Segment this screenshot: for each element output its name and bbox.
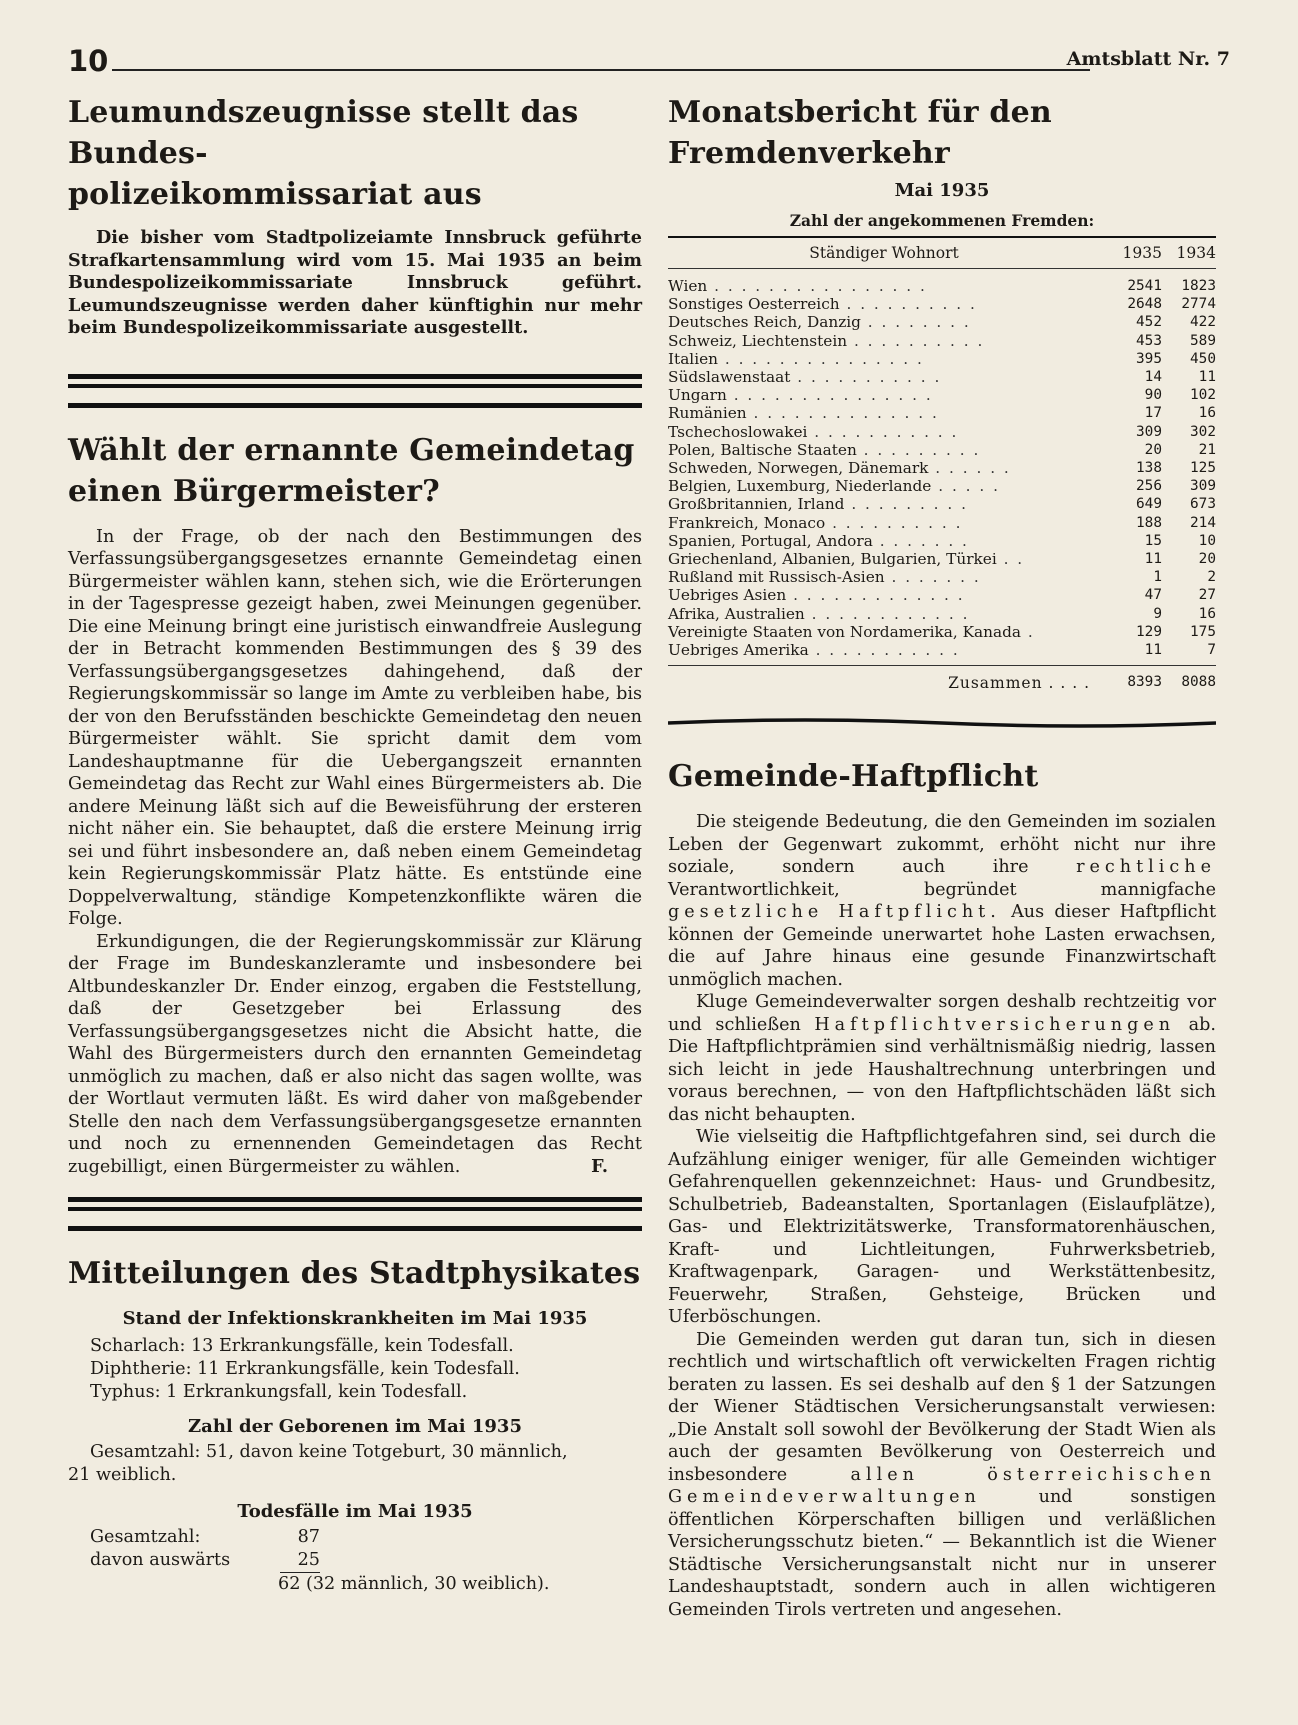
table-row: [668, 586, 1216, 604]
origin-cell: [668, 404, 1100, 422]
leader-dots: . . . . . . . . . . .: [807, 422, 959, 441]
origin-name: Wien: [668, 277, 708, 295]
value-1935: 47: [1144, 587, 1162, 604]
article-lede: Die bisher vom Stadtpolizeiamte Innsbruck geführte Strafkartensammlung wird vom 15. Mai 1935 an beim Bundespolizeikommissariate Innsbruck geführt. Leumundszeugnisse werden daher künftighin nur mehr beim Bundespolizeikommissariate ausgestellt.: [68, 227, 642, 338]
table-row: [668, 550, 1216, 568]
origin-cell: [668, 295, 1100, 313]
leader-dots: . . . . . . . . .: [844, 495, 968, 514]
value-1935: 2541: [1127, 278, 1162, 294]
section-divider: [68, 374, 642, 408]
text-run: und sonstigen öffentlichen Körperschaften billigen und verläßlichen Versicherungsschutz bieten.“ — Bekanntlich ist die Wiener Städtische Versicherungsanstalt nicht nur in unserer Landeshauptstadt, sondern auch in allen wichtigeren Gemeinden Tirols vertreten und angesehen.: [668, 1487, 1217, 1620]
table-row: [668, 495, 1216, 513]
origin-name: Italien: [668, 349, 718, 368]
value-1934: 20: [1198, 551, 1216, 568]
table-row: [668, 295, 1216, 313]
origin-name: Schweiz, Liechtenstein: [668, 331, 848, 350]
section-divider: [68, 1197, 642, 1231]
leader-dots: . . . . . . . . . .: [847, 331, 985, 350]
col-header-origin: Ständiger Wohnort: [809, 244, 959, 262]
origin-name: Ungarn: [668, 386, 727, 405]
subheading: Stand der Infektionskrankheiten im Mai 1935: [122, 1308, 588, 1329]
total-value: 8088: [1181, 674, 1216, 691]
header-rule: [112, 69, 1090, 71]
text-run: Aus dieser Haftpflicht können der Gemeinde unerwartet hohe Lasten erwachsen, die auf Jahre hinaus eine gesunde Finanzwirtschaft unmöglich machen.: [668, 902, 1217, 990]
leader-dots: . . . . . . . . . . .: [790, 368, 942, 387]
value-1935: 452: [1136, 314, 1162, 331]
table-row: [668, 350, 1216, 368]
deaths-sum: 62 (32 männlich, 30 weiblich).: [278, 1574, 550, 1594]
origin-name: Sonstiges Oesterreich: [668, 295, 840, 314]
value-1934: 2774: [1181, 296, 1216, 313]
subheading: Zahl der Geborenen im Mai 1935: [188, 1416, 522, 1437]
origin-cell: [668, 423, 1100, 441]
title-line: einen Bürgermeister?: [68, 473, 440, 509]
value-1935: 14: [1144, 369, 1162, 386]
table-row: [668, 532, 1216, 550]
value-1935: 9: [1153, 605, 1162, 622]
table-row: [668, 623, 1216, 641]
table-row: [668, 313, 1216, 331]
leader-dots: . . . . . . . . . . . .: [804, 604, 970, 623]
origin-name: Frankreich, Monaco: [668, 513, 826, 532]
article-fremdenverkehr: [668, 92, 1216, 692]
article-title: [68, 92, 642, 215]
page-header: [68, 40, 1230, 80]
origin-name: Belgien, Luxemburg, Niederlande: [668, 477, 932, 496]
value-1935: 129: [1136, 623, 1162, 640]
value-1934: 450: [1190, 350, 1216, 367]
value-1935: 649: [1136, 496, 1162, 513]
value-1935: 256: [1136, 478, 1162, 495]
leader-dots: . . . . . . . . . . . . . . .: [718, 349, 924, 368]
right-column: [668, 92, 1216, 1621]
article-title: [68, 430, 642, 512]
value-1934: 309: [1190, 478, 1216, 495]
wave-divider: [668, 716, 1216, 730]
table-row: [668, 477, 1216, 495]
origin-name: Rußland mit Russisch-Asien: [668, 568, 885, 587]
title-line: Wählt der ernannte Gemeindetag: [68, 432, 635, 468]
deaths-label: davon auswärts: [90, 1550, 231, 1570]
deaths-table: [68, 1526, 642, 1596]
origin-cell: [668, 313, 1100, 331]
table-row: [668, 459, 1216, 477]
origin-name: Vereinigte Staaten von Nordamerika, Kanada: [668, 622, 1022, 641]
leader-dots: . . . . . . . . . .: [839, 295, 977, 314]
origin-cell: [668, 459, 1100, 477]
origin-cell: [668, 550, 1100, 568]
journal-name: Amtsblatt Nr. 7: [1066, 48, 1230, 70]
leader-dots: . . . . . . . . . . . . . .: [746, 404, 939, 423]
value-1934: 11: [1198, 369, 1216, 386]
origin-cell: [668, 586, 1100, 604]
value-1935: 395: [1136, 350, 1162, 367]
value-1934: 21: [1198, 441, 1216, 458]
value-1935: 2648: [1127, 296, 1162, 313]
origin-cell: [668, 441, 1100, 459]
origin-name: Tschechoslowakei: [668, 422, 808, 441]
origin-name: Deutsches Reich, Danzig: [668, 313, 861, 332]
paragraph: [668, 991, 1216, 1126]
leader-dots: . . . . . . . . . . . . .: [786, 586, 965, 605]
article-buergermeister: [68, 430, 642, 1178]
leader-dots: . . . . . . .: [884, 568, 981, 587]
paragraph: In der Frage, ob der nach den Bestimmungen des Verfassungsübergangsgesetzes ernannte Gemeindetag einen Bürgermeister wählen kann, stehen sich, wie die Erörterungen in der Tagespresse gezeigt haben, zwei Meinungen gegenüber. Die eine Meinung bringt eine juristisch einwandfreie Auslegung der in Betracht kommenden Bestimmungen des § 39 des Verfassungsübergangsgesetzes dahingehend, daß der Regierungskommissär so lange im Amte zu verbleiben habe, bis der von den Berufsständen beschickte Gemeindetag den neuen Bürgermeister wählt. Sie spricht damit dem vom Landeshauptmanne für die Uebergangszeit ernannten Gemeindetag das Recht zur Wahl eines Bürgermeisters ab. Die andere Meinung läßt sich auf die Beweisführung der ersteren nicht näher ein. Sie behauptet, daß die erstere Meinung irrig sei und führt insbesondere an, daß neben einem Gemeindetag kein Regierungskommissär Platz hätte. Es entstünde eine Doppelverwaltung, ständige Kompetenzkonflikte wären die Folge.: [68, 526, 642, 929]
value-1934: 1823: [1181, 278, 1216, 294]
origin-cell: [668, 568, 1100, 586]
total-label: Zusammen . . . .: [948, 674, 1090, 693]
text-emphasis: gesetzliche Haftpflicht.: [668, 902, 1001, 923]
table-row: [668, 277, 1216, 295]
origin-name: Südslawenstaat: [668, 368, 791, 387]
deaths-row: [68, 1549, 642, 1573]
value-1934: 589: [1190, 332, 1216, 349]
table-row: [668, 386, 1216, 404]
table-rule: [668, 268, 1216, 269]
col-header-year: 1935: [1122, 244, 1162, 262]
leader-dots: . . . . . . . . . . . . . . . .: [707, 277, 927, 295]
value-1935: 1: [1153, 569, 1162, 586]
text-emphasis: rechtliche: [1076, 857, 1217, 878]
page-number: 10: [68, 44, 109, 78]
origin-name: Rumänien: [668, 404, 747, 423]
table-total-row: [668, 666, 1216, 692]
article-title: Monatsbericht für den Fremdenverkehr: [668, 95, 1052, 171]
origin-cell: [668, 332, 1100, 350]
origin-cell: [668, 623, 1100, 641]
article-title: Gemeinde-Haftpflicht: [668, 759, 1039, 795]
origin-name: Uebriges Asien: [668, 586, 787, 605]
leader-dots: . . . . . . . . . . . . . . .: [726, 386, 933, 405]
births-line: 21 weiblich.: [68, 1465, 177, 1485]
table-header: [668, 238, 1216, 268]
value-1935: 188: [1136, 514, 1162, 531]
col-header-year: 1934: [1176, 244, 1216, 262]
deaths-label: Gesamtzahl:: [90, 1527, 201, 1547]
value-1934: 673: [1190, 496, 1216, 513]
author-signature: F.: [591, 1156, 608, 1177]
paragraph: Erkundigungen, die der Regierungskommissär zur Klärung der Frage im Bundeskanzleramte und insbesondere bei Altbundeskanzler Dr. Ender einzog, ergaben die Feststellung, daß der Gesetzgeber bei Erlassung des Verfassungsübergangsgesetzes nicht die Absicht hatte, die Wahl des Bürgermeisters durch den ernannten Gemeindetag unmöglich zu machen, daß er also nicht das sagen wollte, was der Wortlaut vermuten läßt. Es wird daher von maßgebender Stelle den nach dem Verfassungsübergangsgesetze ernannten und noch zu ernennenden Gemeindetagen das Recht zugebilligt, einen Bürgermeister zu wählen.: [68, 931, 642, 1177]
table-row: [668, 404, 1216, 422]
text-run: Die Gemeinden werden gut daran tun, sich in diesen rechtlich und wirtschaftlich oft verwickelten Fragen richtig beraten zu lassen. Es sei deshalb auf den § 1 der Satzungen der Wiener Städtischen Versicherungsanstalt verwiesen: „Die Anstalt soll sowohl der Bevölkerung der Stadt Wien als auch der gesamten Bevölkerung von Oesterreich und insbesondere: [668, 1329, 1216, 1485]
value-1935: 15: [1144, 532, 1162, 549]
origin-name: Griechenland, Albanien, Bulgarien, Türkei: [668, 550, 997, 569]
value-1934: 7: [1207, 642, 1216, 659]
origin-name: Spanien, Portugal, Andora: [668, 531, 873, 550]
paragraph: [668, 811, 1216, 991]
origin-cell: [668, 532, 1100, 550]
origin-name: Afrika, Australien: [668, 604, 805, 623]
paragraph: [668, 1329, 1216, 1622]
origin-cell: [668, 641, 1100, 659]
title-line: polizeikommissariat aus: [68, 177, 482, 212]
deaths-value: 25: [280, 1549, 320, 1573]
origin-name: Polen, Baltische Staaten: [668, 440, 857, 459]
leader-dots: . .: [996, 550, 1025, 569]
origin-cell: [668, 514, 1100, 532]
leader-dots: . . . . . . . . . .: [825, 513, 963, 532]
origin-cell: [668, 350, 1100, 368]
leader-dots: . . . . . . .: [872, 531, 969, 550]
disease-line: Typhus: 1 Erkrankungsfall, kein Todesfall.: [90, 1382, 468, 1402]
disease-line: Diphtherie: 11 Erkrankungsfälle, kein Todesfall.: [90, 1359, 520, 1379]
value-1934: 10: [1198, 532, 1216, 549]
value-1935: 309: [1136, 423, 1162, 440]
report-date: Mai 1935: [894, 180, 990, 201]
text-emphasis: allen österreichischen Gemeindeverwaltungen: [668, 1464, 1216, 1508]
value-1934: 302: [1190, 423, 1216, 440]
table-caption: Zahl der angekommenen Fremden:: [789, 211, 1095, 230]
table-row: [668, 441, 1216, 459]
table-row: [668, 641, 1216, 659]
leader-dots: . . . . . . . . . . .: [808, 641, 960, 660]
origin-cell: [668, 277, 1100, 295]
leader-dots: . . . . . .: [928, 459, 1011, 478]
title-line: Leumundszeugnisse stellt das Bundes-: [68, 95, 579, 171]
deaths-value: 87: [297, 1527, 320, 1547]
value-1935: 11: [1144, 642, 1162, 659]
value-1935: 17: [1144, 405, 1162, 422]
leader-dots: . . . . .: [931, 477, 1000, 496]
value-1934: 175: [1190, 623, 1216, 640]
article-leumundszeugnisse: [68, 92, 642, 340]
leader-dots: .: [1021, 622, 1035, 641]
value-1934: 102: [1190, 387, 1216, 404]
births-line: Gesamtzahl: 51, davon keine Totgeburt, 30 männlich,: [90, 1442, 568, 1462]
article-stadtphysikat: [68, 1253, 642, 1596]
value-1934: 16: [1198, 405, 1216, 422]
value-1934: 125: [1190, 460, 1216, 477]
table-row: [668, 368, 1216, 386]
disease-line: Scharlach: 13 Erkrankungsfälle, kein Todesfall.: [90, 1336, 514, 1356]
total-value: 8393: [1127, 674, 1162, 691]
origin-name: Uebriges Amerika: [668, 641, 809, 660]
subheading: Todesfälle im Mai 1935: [237, 1501, 473, 1522]
origin-name: Großbritannien, Irland: [668, 495, 845, 514]
value-1935: 90: [1144, 387, 1162, 404]
left-column: [68, 92, 642, 1596]
value-1935: 138: [1136, 460, 1162, 477]
paragraph: Wie vielseitig die Haftpflichtgefahren sind, sei durch die Aufzählung einiger weniger, für alle Gemeinden wichtiger Gefahrenquellen gekennzeichnet: Haus- und Grundbesitz, Schulbetrieb, Badeanstalten, Sportanlagen (Eislaufplätze), Gas- und Elektrizitätswerke, Transformatorenhäuschen, Kraft- und Lichtleitungen, Fuhrwerksbetrieb, Kraftwagenpark, Garagen- und Werkstättenbesitz, Feuerwehr, Straßen, Gehsteige, Brücken und Uferböschungen.: [668, 1127, 1216, 1328]
article-gemeinde-haftpflicht: [668, 756, 1216, 1621]
value-1934: 214: [1190, 514, 1216, 531]
table-row: [668, 423, 1216, 441]
text-emphasis: Haftpflichtversicherungen: [814, 1014, 1176, 1035]
text-run: Kluge Gemeindeverwalter sorgen deshalb rechtzeitig vor und schließen: [668, 992, 1216, 1035]
value-1935: 20: [1144, 441, 1162, 458]
origin-cell: [668, 495, 1100, 513]
value-1934: 27: [1198, 587, 1216, 604]
table-row: [668, 332, 1216, 350]
table-row: [668, 514, 1216, 532]
table-row: [668, 605, 1216, 623]
value-1935: 453: [1136, 332, 1162, 349]
origin-cell: [668, 386, 1100, 404]
text-run: Die steigende Bedeutung, die den Gemeinden im sozialen Leben der Gegenwart zukommt, erhöht nicht nur ihre soziale, sondern auch ihre: [668, 812, 1216, 878]
deaths-row: [68, 1526, 642, 1549]
origin-cell: [668, 368, 1100, 386]
leader-dots: . . . . . . . . .: [856, 440, 981, 459]
article-title: Mitteilungen des Stadtphysikates: [68, 1256, 641, 1291]
visitor-table: [668, 277, 1216, 659]
value-1934: 2: [1207, 569, 1216, 586]
origin-name: Schweden, Norwegen, Dänemark: [668, 459, 929, 478]
value-1934: 16: [1198, 605, 1216, 622]
value-1935: 11: [1144, 551, 1162, 568]
origin-cell: [668, 605, 1100, 623]
leader-dots: . . . . . . . .: [860, 313, 971, 332]
origin-cell: [668, 477, 1100, 495]
text-run: ab. Die Haftpflichtprämien sind verhältnismäßig niedrig, lassen sich leicht in jede Haushaltrechnung unterbringen und voraus berechnen, — von den Haftpflichtschäden läßt sich das nicht behaupten.: [668, 1014, 1216, 1125]
table-row: [668, 568, 1216, 586]
text-run: Verantwortlichkeit, begründet mannigfache: [668, 879, 1216, 900]
value-1934: 422: [1190, 314, 1216, 331]
